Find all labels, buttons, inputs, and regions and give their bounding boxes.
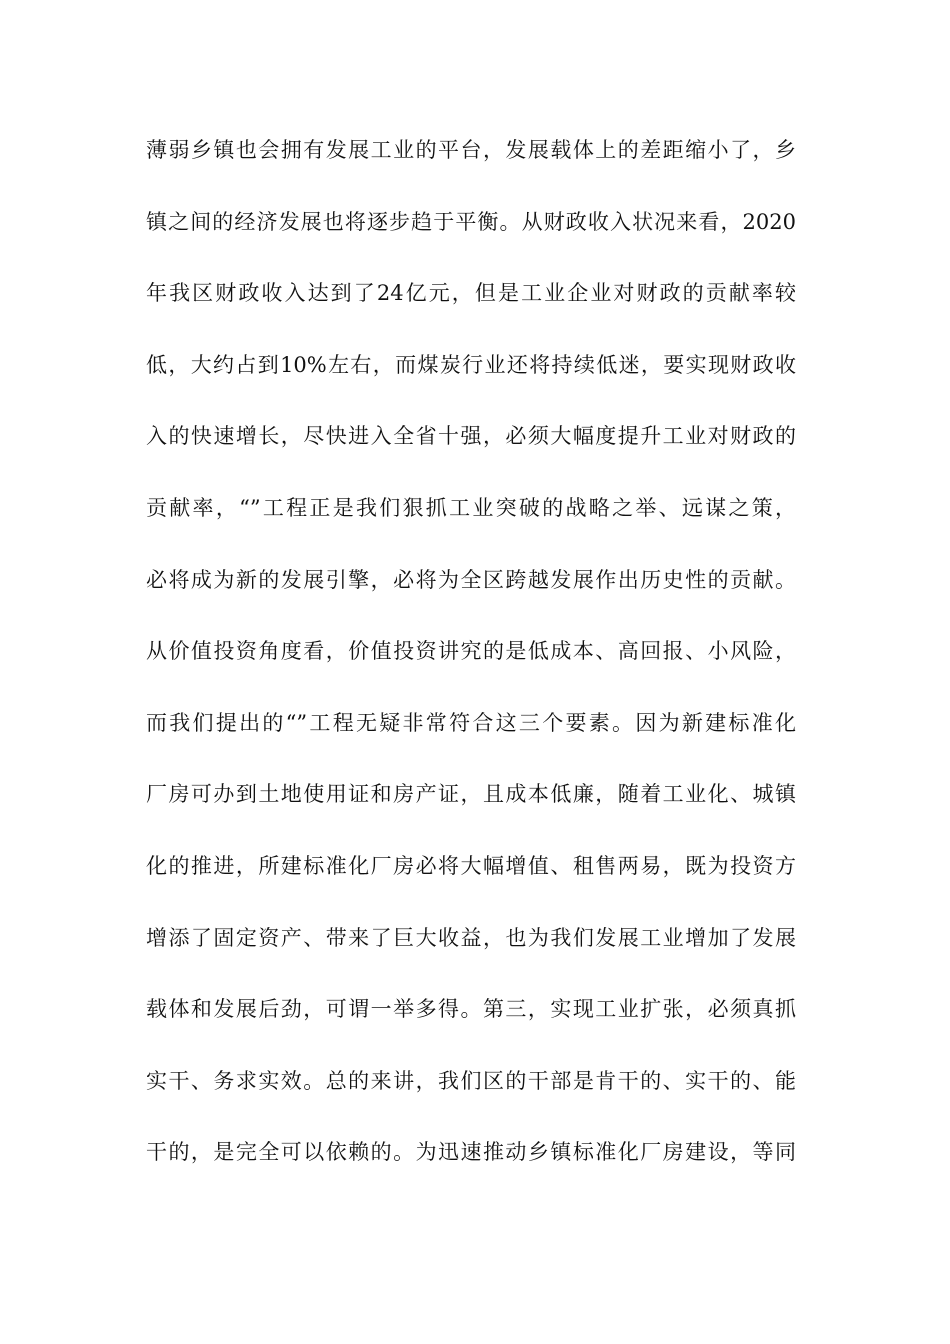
text-line-9: 而我们提出的“”工程无疑非常符合这三个要素。因为新建标准化: [146, 710, 796, 735]
text-line-1: 薄弱乡镇也会拥有发展工业的平台，发展载体上的差距缩小了，乡: [146, 138, 796, 162]
text-line-11: 化的推进，所建标准化厂房必将大幅增值、租售两易，既为投资方: [146, 853, 796, 878]
body-text: [146, 128, 796, 1202]
text-line-15: 干的，是完全可以依赖的。为迅速推动乡镇标准化厂房建设，等同: [146, 1140, 796, 1165]
text-line-7: 必将成为新的发展引擎，必将为全区跨越发展作出历史性的贡献。: [146, 567, 796, 592]
text-line-12: 增添了固定资产、带来了巨大收益，也为我们发展工业增加了发展: [146, 925, 796, 950]
text-line-14: 实干、务求实效。总的来讲，我们区的干部是肯干的、实干的、能: [146, 1068, 796, 1093]
text-line-4: 低，大约占到10%左右，而煤炭行业还将持续低迷，要实现财政收: [146, 352, 796, 377]
text-line-13: 载体和发展后劲，可谓一举多得。第三，实现工业扩张，必须真抓: [146, 997, 796, 1022]
text-line-8: 从价值投资角度看，价值投资讲究的是低成本、高回报、小风险，: [146, 639, 796, 664]
text-line-3: 年我区财政收入达到了24亿元，但是工业企业对财政的贡献率较: [146, 281, 796, 306]
text-line-2: 镇之间的经济发展也将逐步趋于平衡。从财政收入状况来看，2020: [146, 209, 796, 234]
text-line-10: 厂房可办到土地使用证和房产证，且成本低廉，随着工业化、城镇: [146, 782, 796, 807]
text-line-5: 入的快速增长，尽快进入全省十强，必须大幅度提升工业对财政的: [146, 424, 796, 449]
text-line-6: 贡献率，“”工程正是我们狠抓工业突破的战略之举、远谋之策，: [146, 495, 796, 520]
